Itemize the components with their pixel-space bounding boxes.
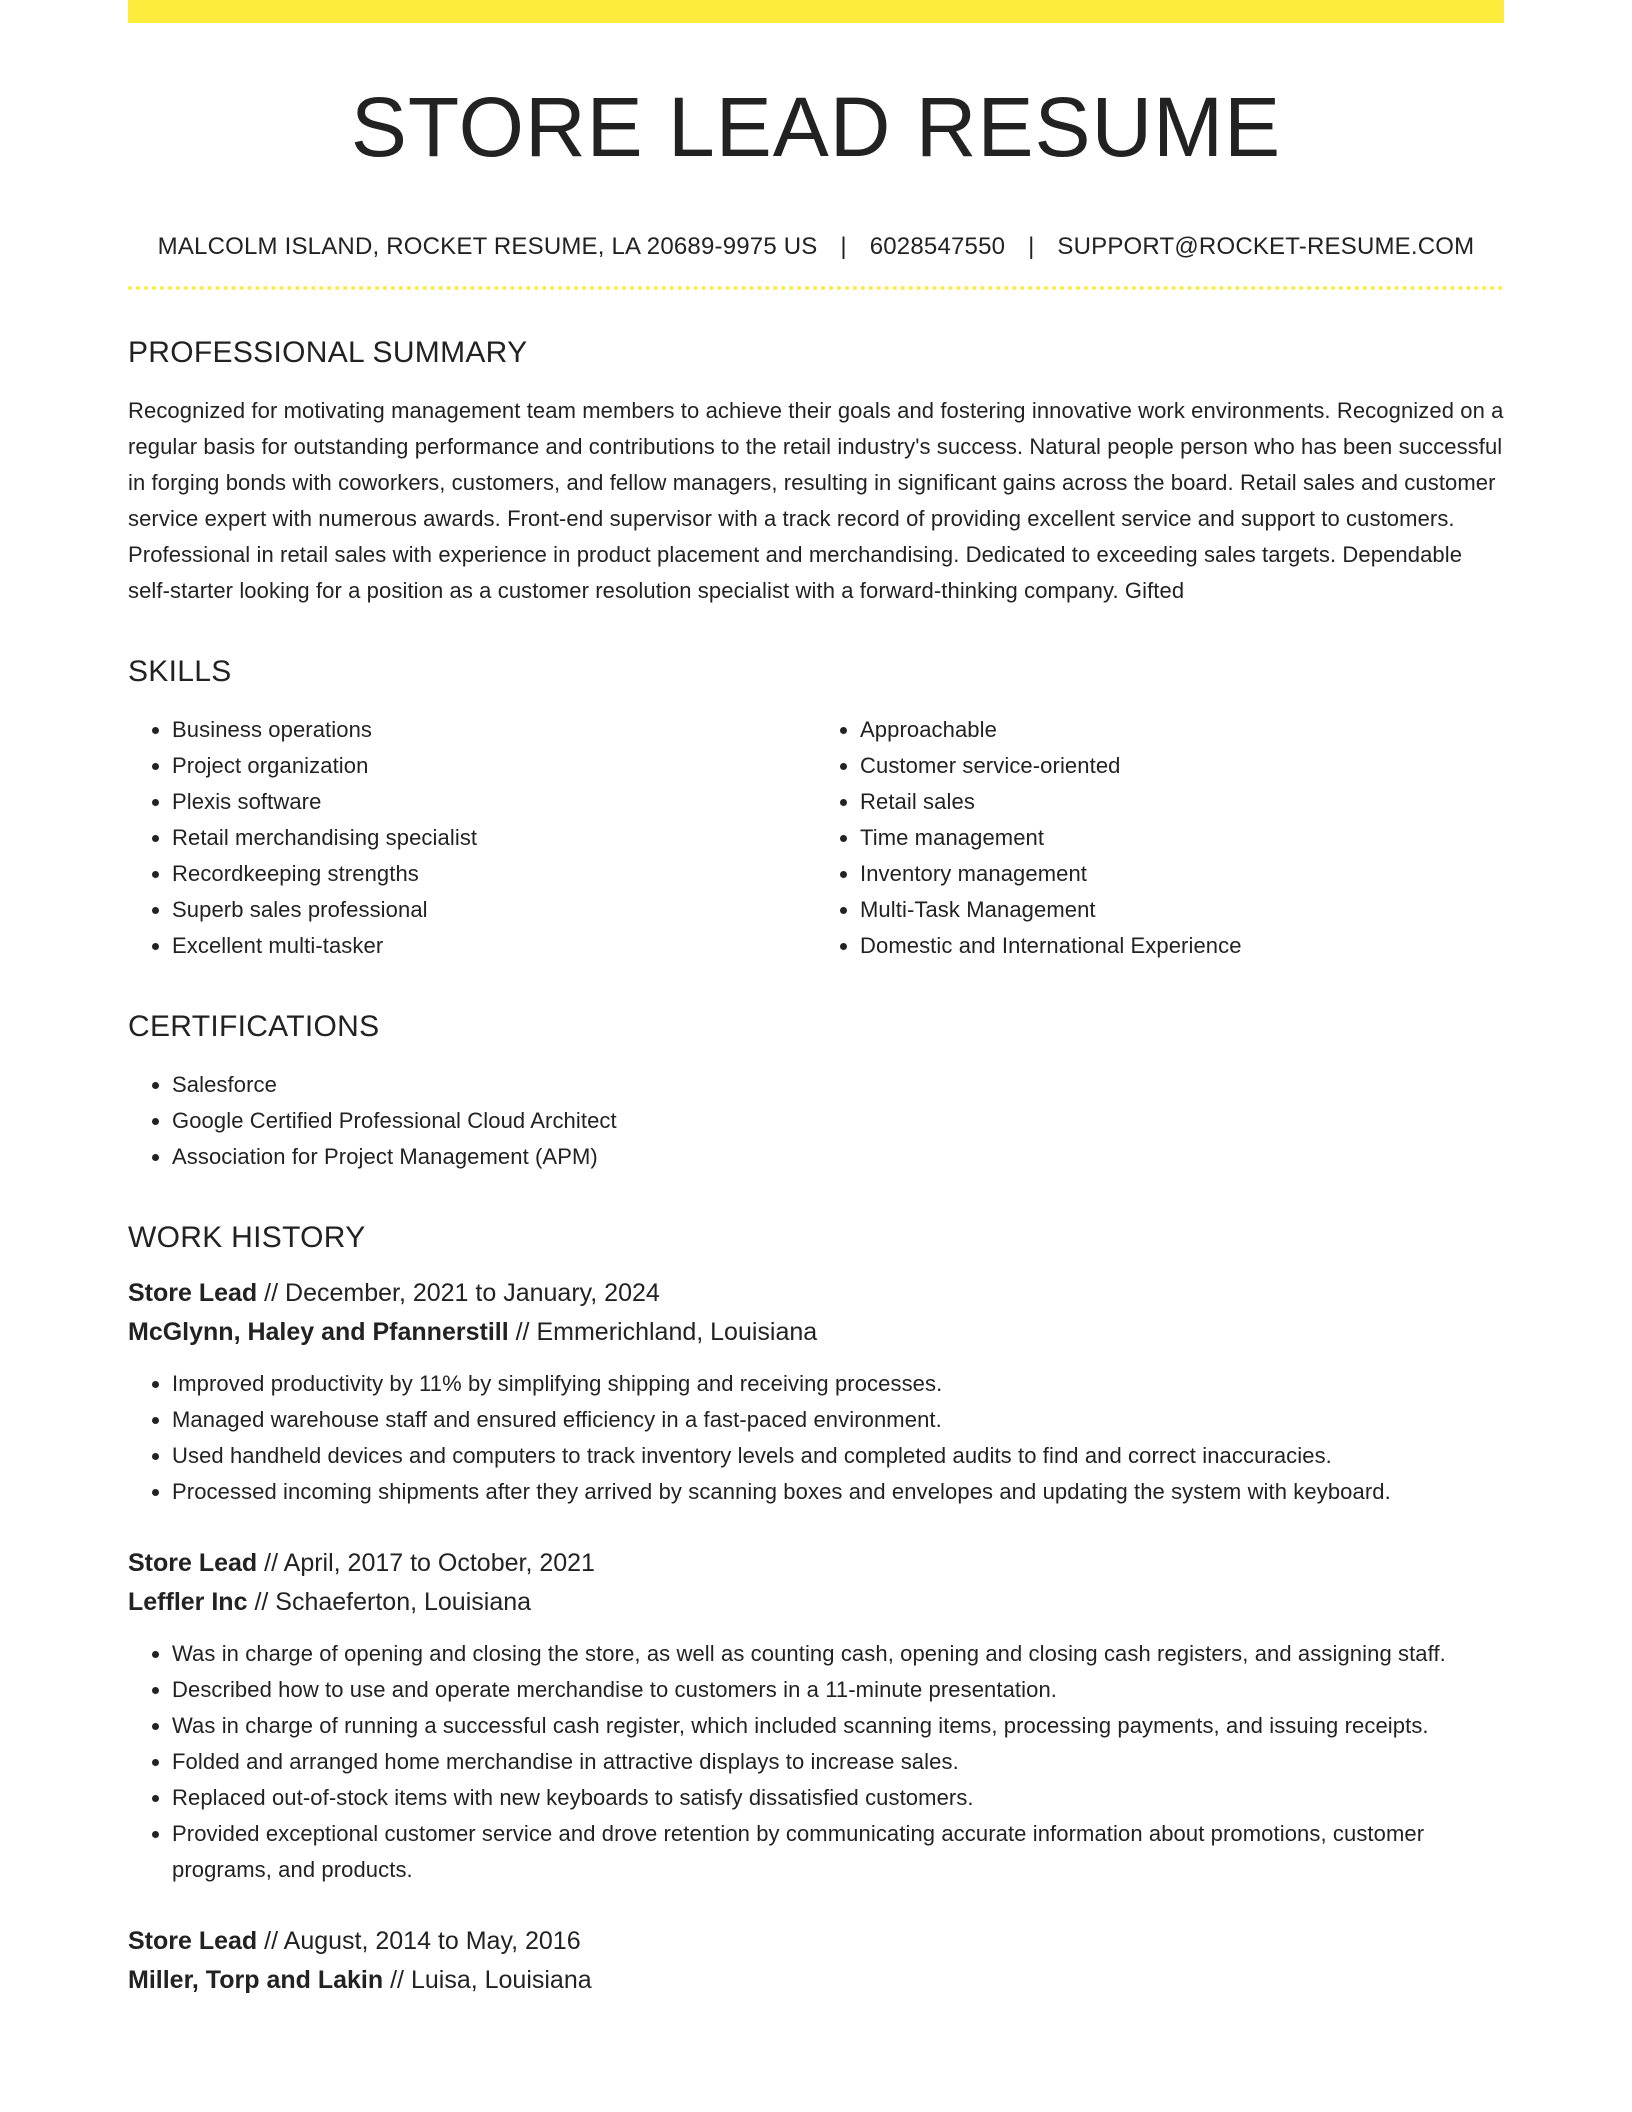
skill-item: • Superb sales professional [172, 892, 816, 928]
job-entry [128, 1274, 1504, 1510]
skill-item: • Retail merchandising specialist [172, 820, 816, 856]
skills-list-right [816, 712, 1504, 964]
job-title: Store Lead [128, 1278, 258, 1307]
certifications-section [128, 1010, 1504, 1175]
job-bullet: • Provided exceptional customer service and drove retention by communicating accurate information about promotions, customer programs, and products. [172, 1816, 1504, 1888]
job-company-line [128, 1583, 1504, 1622]
contact-email: SUPPORT@ROCKET-RESUME.COM [1057, 233, 1475, 260]
job-dates: April, 2017 to October, 2021 [283, 1548, 595, 1577]
job-bullet: • Improved productivity by 11% by simplifying shipping and receiving processes. [172, 1366, 1504, 1402]
job-title: Store Lead [128, 1548, 258, 1577]
job-company-line [128, 1961, 1504, 2000]
skill-item: • Recordkeeping strengths [172, 856, 816, 892]
skill-item: • Customer service-oriented [860, 748, 1504, 784]
job-dates: December, 2021 to January, 2024 [285, 1278, 660, 1307]
skill-item: • Inventory management [860, 856, 1504, 892]
job-separator: // [390, 1965, 404, 1994]
job-bullet: • Managed warehouse staff and ensured efficiency in a fast-paced environment. [172, 1402, 1504, 1438]
job-separator: // [515, 1317, 530, 1346]
job-bullet: • Used handheld devices and computers to track inventory levels and completed audits to find and correct inaccuracies. [172, 1438, 1504, 1474]
contact-line [128, 233, 1504, 262]
job-title: Store Lead [128, 1926, 258, 1955]
contact-address: MALCOLM ISLAND, ROCKET RESUME, LA 20689-9975 US [157, 233, 818, 260]
job-bullet: • Replaced out-of-stock items with new keyboards to satisfy dissatisfied customers. [172, 1780, 1504, 1816]
summary-text: Recognized for motivating management team members to achieve their goals and fostering innovative work environments. Recognized on a regular basis for outstanding performance and contributions to the retail industry's success. Natural people person who has been successful in forging bonds with coworkers, customers, and fellow managers, resulting in significant gains across the board. Retail sales and customer service expert with numerous awards. Front-end supervisor with a track record of providing excellent service and support to customers. Professional in retail sales with experience in product placement and merchandising. Dedicated to exceeding sales targets. Dependable self-starter looking for a position as a customer resolution specialist with a forward-thinking company. Gifted [128, 397, 1504, 603]
skills-list-left [128, 712, 816, 964]
job-bullet-list [128, 1636, 1504, 1888]
job-company: Miller, Torp and Lakin [128, 1965, 384, 1994]
certifications-list [128, 1067, 1504, 1175]
dotted-divider [128, 286, 1504, 290]
certification-item: • Association for Project Management (APM) [172, 1139, 1504, 1175]
top-accent-bar [128, 0, 1504, 23]
skill-item: • Excellent multi-tasker [172, 928, 816, 964]
job-separator: // [264, 1926, 279, 1955]
skills-grid [128, 712, 1504, 964]
job-company: Leffler Inc [128, 1587, 248, 1616]
job-bullet: • Described how to use and operate merchandise to customers in a 11-minute presentation. [172, 1672, 1504, 1708]
job-location: Emmerichland, Louisiana [536, 1317, 818, 1346]
skill-item: • Project organization [172, 748, 816, 784]
skills-section [128, 655, 1504, 964]
job-company-line [128, 1313, 1504, 1352]
job-title-line [128, 1274, 1504, 1313]
job-bullet: • Folded and arranged home merchandise in attractive displays to increase sales. [172, 1744, 1504, 1780]
job-title-line [128, 1922, 1504, 1961]
certification-item: • Salesforce [172, 1067, 1504, 1103]
skill-item: • Domestic and International Experience [860, 928, 1504, 964]
work-history-section [128, 1221, 1504, 2000]
job-separator: // [254, 1587, 269, 1616]
contact-separator: | [840, 233, 847, 260]
job-location: Schaeferton, Louisiana [275, 1587, 532, 1616]
job-dates: August, 2014 to May, 2016 [283, 1926, 581, 1955]
section-heading-certifications: CERTIFICATIONS [128, 1009, 380, 1043]
job-location: Luisa, Louisiana [410, 1965, 592, 1994]
job-separator: // [264, 1548, 279, 1577]
contact-phone: 6028547550 [869, 233, 1006, 260]
skill-item: • Business operations [172, 712, 816, 748]
job-bullet: • Was in charge of running a successful cash register, which included scanning items, processing payments, and issuing receipts. [172, 1708, 1504, 1744]
certification-item: • Google Certified Professional Cloud Architect [172, 1103, 1504, 1139]
resume-page [128, 0, 1504, 2000]
contact-separator: | [1028, 233, 1035, 260]
job-entry [128, 1922, 1504, 2000]
section-heading-work-history: WORK HISTORY [128, 1220, 366, 1254]
skill-item: • Multi-Task Management [860, 892, 1504, 928]
resume-title: STORE LEAD RESUME [350, 80, 1282, 174]
skill-item: • Approachable [860, 712, 1504, 748]
job-bullet: • Processed incoming shipments after they arrived by scanning boxes and envelopes and updating the system with keyboard. [172, 1474, 1504, 1510]
job-bullet-list [128, 1366, 1504, 1510]
job-bullet: • Was in charge of opening and closing the store, as well as counting cash, opening and closing cash registers, and assigning staff. [172, 1636, 1504, 1672]
job-entry [128, 1544, 1504, 1888]
summary-section [128, 336, 1504, 609]
job-title-line [128, 1544, 1504, 1583]
section-heading-skills: SKILLS [128, 654, 232, 688]
job-company: McGlynn, Haley and Pfannerstill [128, 1317, 509, 1346]
skill-item: • Plexis software [172, 784, 816, 820]
job-separator: // [264, 1278, 279, 1307]
section-heading-summary: PROFESSIONAL SUMMARY [128, 335, 528, 369]
skill-item: • Time management [860, 820, 1504, 856]
skill-item: • Retail sales [860, 784, 1504, 820]
